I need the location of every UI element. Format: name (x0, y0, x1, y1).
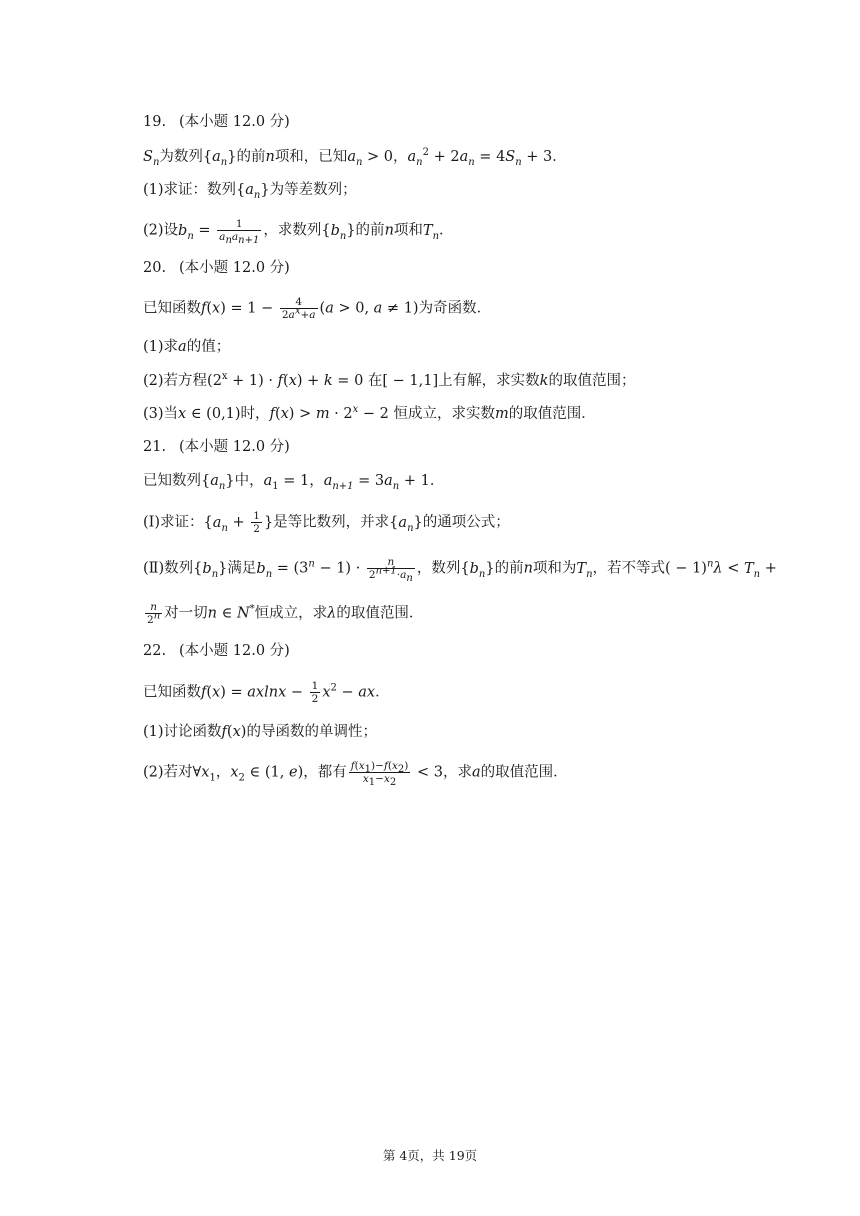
question-19-header (143, 112, 290, 132)
question-22-part-1: (1)讨论函数f(x)的导函数的单调性； (143, 724, 377, 740)
question-21-stem: 已知数列$\{a_n\}$中，$a_1 = 1$，$a_{n+1} = 3a_n + 1$． (143, 473, 445, 492)
question-20-part-3: (3)当x ∈ (0,1)时，$f(x) > m \cdot 2^x - 2$ 恒成立，求实数m的取值范围． (143, 404, 596, 422)
question-meta: (本小题 12.0 分) (179, 260, 290, 276)
question-number: 19. (143, 114, 167, 130)
question-19-part-1: (1)求证：数列$\{a_n\}$为等差数列； (143, 182, 357, 201)
question-20-part-1: (1)求a的值； (143, 339, 231, 355)
page-footer: 第 4页，共 19页 (382, 1148, 478, 1163)
question-meta: (本小题 12.0 分) (179, 114, 290, 130)
question-21-part-2-cont: $\frac{n}{2^n}$ 对一切n ∈ N*恒成立，求λ的取值范围． (147, 601, 424, 626)
question-22-part-2: (2)若对$\forall x_1$，$x_2$ ∈ (1, e)，都有 $\frac{f(x_1)-f(x_2)}{x_1-x_2}$ < 3，求a的取值范围． (143, 760, 568, 789)
question-22-header (143, 641, 290, 661)
question-19-part-2: (2)设$b_n$ = $\frac{1}{a_na_{n+1}}$ ，求数列$\{b_n\}$的前n项和$T_n$． (143, 218, 454, 247)
question-20-part-2: (2)若方程$(2^x + 1) \cdot f(x) + k = 0$ 在[ − 1,1]上有解，求实数k的取值范围； (143, 371, 636, 389)
question-21-part-1: (Ⅰ)求证：{$a_n$ + $\frac{1}{2}$ }是等比数列，并求$\{a_n\}$的通项公式； (143, 510, 510, 535)
question-20-header (143, 258, 290, 278)
question-number: 20. (143, 260, 167, 276)
question-number: 21. (143, 439, 167, 455)
question-number: 22. (143, 643, 167, 659)
question-21-part-2: (Ⅱ)数列$\{b_n\}$满足$b_n = (3^n - 1)$ · $\frac{n}{2^{n+1}\cdot a_n}$ ，数列$\{b_n\}$的前n项和为$T_n$，若不等式( − $1)^n\lambda < T_n$ + (143, 556, 777, 585)
question-meta: (本小题 12.0 分) (179, 643, 290, 659)
question-22-stem: 已知函数f(x) = axlnx − $\frac{1}{2}$ $x^2$ − ax． (143, 680, 390, 705)
question-meta: (本小题 12.0 分) (179, 439, 290, 455)
question-19-stem: $S_n$为数列$\{a_n\}$的前n项和，已知$a_n > 0$，$a_n^2 + 2a_n = 4S_n + 3$． (143, 147, 567, 168)
question-20-stem: 已知函数f(x) = 1 − $\frac{4}{2a^x+a}$ (a > 0, a ≠ 1)为奇函数． (143, 296, 492, 321)
question-21-header (143, 437, 290, 457)
